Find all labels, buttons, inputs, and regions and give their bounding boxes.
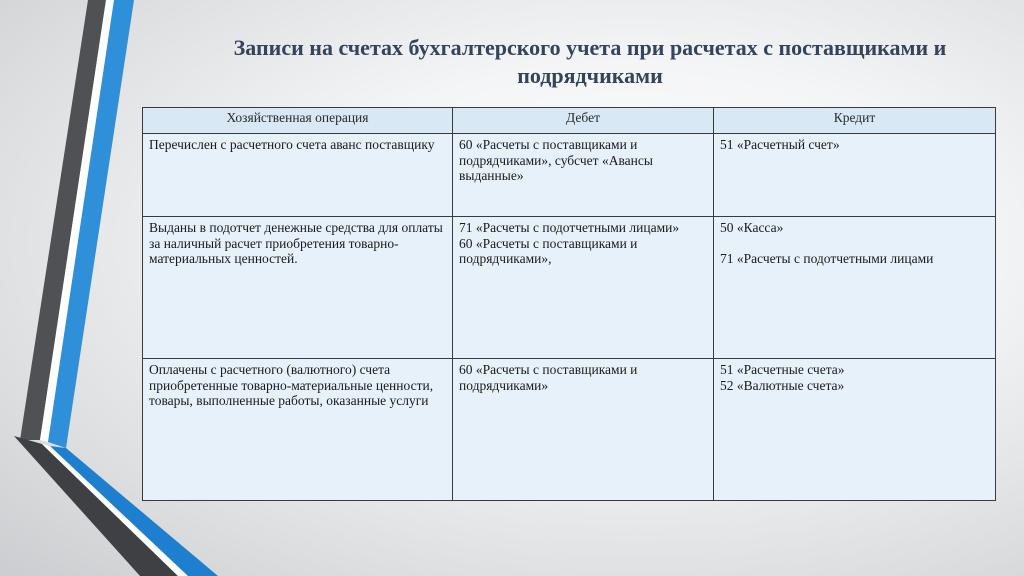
title-line-1: Записи на счетах бухгалтерского учета при расчетах с поставщиками и bbox=[233, 35, 947, 60]
white-separator-upper bbox=[40, 0, 114, 442]
debit-line: 71 «Расчеты с подотчетными лицами» bbox=[459, 220, 680, 236]
debit-cell: 60 «Расчеты с поставщиками и подрядчиками» bbox=[453, 359, 714, 501]
header-operation: Хозяйственная операция bbox=[143, 108, 453, 134]
credit-cell: 51 «Расчетный счет» bbox=[714, 134, 996, 217]
operation-cell: Оплачены с расчетного (валютного) счета приобретенные товарно-материальные ценности, товары, выполненные работы, оказанные услуги bbox=[143, 359, 453, 501]
credit-line: 51 «Расчетные счета» bbox=[720, 362, 845, 378]
operation-cell: Выданы в подотчет денежные средства для оплаты за наличный расчет приобретения товарно-материальных ценностей. bbox=[143, 217, 453, 359]
credit-cell bbox=[714, 359, 996, 501]
debit-cell: 60 «Расчеты с поставщиками и подрядчиками», субсчет «Авансы выданные» bbox=[453, 134, 714, 217]
header-credit: Кредит bbox=[714, 108, 996, 134]
accounts-table bbox=[142, 107, 996, 501]
operation-cell: Перечислен с расчетного счета аванс поставщику bbox=[143, 134, 453, 217]
title-line-2: подрядчиками bbox=[517, 63, 663, 88]
credit-line: 50 «Касса» bbox=[720, 220, 784, 236]
header-debit: Дебет bbox=[453, 108, 714, 134]
credit-line: 71 «Расчеты с подотчетными лицами bbox=[720, 251, 934, 267]
blank-line bbox=[720, 236, 989, 252]
debit-cell bbox=[453, 217, 714, 359]
table-header-row bbox=[143, 108, 996, 134]
credit-line: 52 «Валютные счета» bbox=[720, 377, 845, 393]
table-row bbox=[143, 359, 996, 501]
table-row bbox=[143, 134, 996, 217]
debit-line: 60 «Расчеты с поставщиками и подрядчиками», bbox=[459, 235, 638, 267]
table-row bbox=[143, 217, 996, 359]
credit-cell bbox=[714, 217, 996, 359]
slide-title bbox=[160, 34, 1020, 90]
